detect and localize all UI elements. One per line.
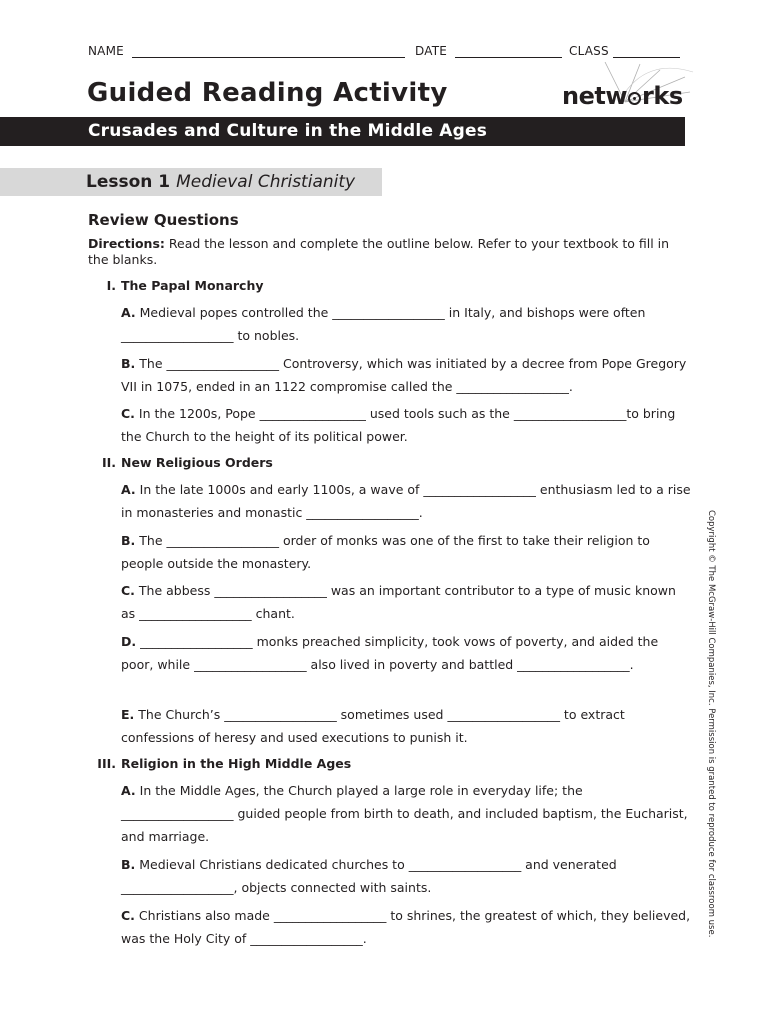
- logo-text-start: netw: [562, 82, 628, 110]
- directions: [88, 236, 678, 268]
- item-text: The __________________ order of monks was one of the first to take their religion to people outside the monastery.: [121, 533, 650, 571]
- class-label: CLASS: [569, 44, 609, 58]
- name-label: NAME: [88, 44, 124, 58]
- lesson-title: Medieval Christianity: [176, 172, 356, 192]
- item-letter: C.: [121, 406, 135, 421]
- outline-item: [121, 779, 691, 848]
- item-text: Medieval Christians dedicated churches to __________________ and venerated __________________, objects connected with saints.: [121, 857, 617, 895]
- chapter-banner: Crusades and Culture in the Middle Ages: [0, 117, 685, 146]
- item-text: Medieval popes controlled the __________________ in Italy, and bishops were often __________________ to nobles.: [121, 305, 646, 343]
- date-label: DATE: [415, 44, 448, 58]
- item-letter: A.: [121, 305, 136, 320]
- item-text: Christians also made __________________ to shrines, the greatest of which, they believed, was the Holy City of __________________.: [121, 908, 691, 946]
- class-field[interactable]: [613, 57, 680, 58]
- section-heading: [97, 756, 352, 771]
- item-letter: B.: [121, 857, 136, 872]
- section-title: New Religious Orders: [121, 455, 273, 470]
- section-title: Religion in the High Middle Ages: [121, 756, 352, 771]
- section-heading: [101, 455, 273, 470]
- outline-item: [121, 301, 691, 347]
- item-text: In the late 1000s and early 1100s, a wave of __________________ enthusiasm led to a rise in monasteries and monastic __________________.: [121, 482, 691, 520]
- outline-item: [121, 402, 691, 448]
- item-text: In the 1200s, Pope _________________ used tools such as the __________________to bring the Church to the height of its political power.: [121, 406, 676, 444]
- page-title: Guided Reading Activity: [87, 78, 448, 108]
- item-text: The abbess __________________ was an important contributor to a type of music known as __________________ chant.: [121, 583, 676, 621]
- item-letter: D.: [121, 634, 137, 649]
- lesson-number: Lesson 1: [86, 172, 171, 192]
- item-letter: A.: [121, 482, 136, 497]
- item-text: In the Middle Ages, the Church played a large role in everyday life; the __________________ guided people from birth to death, and included baptism, the Eucharist, and marriage.: [121, 783, 688, 844]
- item-letter: B.: [121, 356, 136, 371]
- item-letter: C.: [121, 908, 135, 923]
- name-field[interactable]: [132, 57, 405, 58]
- networks-logo: [562, 82, 683, 110]
- directions-text: Read the lesson and complete the outline below. Refer to your textbook to fill in the blanks.: [88, 236, 670, 267]
- logo-o-icon: [628, 92, 641, 105]
- directions-label: Directions:: [88, 236, 165, 251]
- review-questions-heading: Review Questions: [88, 211, 239, 229]
- outline-item: [121, 352, 691, 398]
- date-field[interactable]: [455, 57, 562, 58]
- copyright-notice: Copyright © The McGraw-Hill Companies, Inc. Permission is granted to reproduce for classroom use.: [706, 510, 716, 938]
- section-numeral: II.: [101, 455, 116, 470]
- outline-item: [121, 478, 691, 524]
- logo-text-end: rks: [642, 82, 683, 110]
- section-title: The Papal Monarchy: [121, 278, 264, 293]
- section-heading: [106, 278, 264, 293]
- outline-item: [121, 579, 691, 625]
- outline-item: [121, 529, 691, 575]
- item-letter: C.: [121, 583, 135, 598]
- item-letter: A.: [121, 783, 136, 798]
- item-letter: E.: [121, 707, 135, 722]
- outline-item: [121, 703, 691, 749]
- outline-item: [121, 853, 691, 899]
- lesson-bar: [0, 168, 382, 196]
- item-text: The Church’s __________________ sometimes used __________________ to extract confessions of heresy and used executions to punish it.: [121, 707, 625, 745]
- section-numeral: I.: [106, 278, 116, 293]
- section-numeral: III.: [97, 756, 116, 771]
- outline-item: [121, 904, 691, 950]
- outline-item: [121, 630, 691, 676]
- item-text: The __________________ Controversy, which was initiated by a decree from Pope Gregory VII in 1075, ended in an 1122 compromise called the __________________.: [121, 356, 687, 394]
- item-letter: B.: [121, 533, 136, 548]
- student-info-header: [88, 44, 680, 62]
- item-text: __________________ monks preached simplicity, took vows of poverty, and aided the poor, while __________________ also lived in poverty and battled __________________.: [121, 634, 659, 672]
